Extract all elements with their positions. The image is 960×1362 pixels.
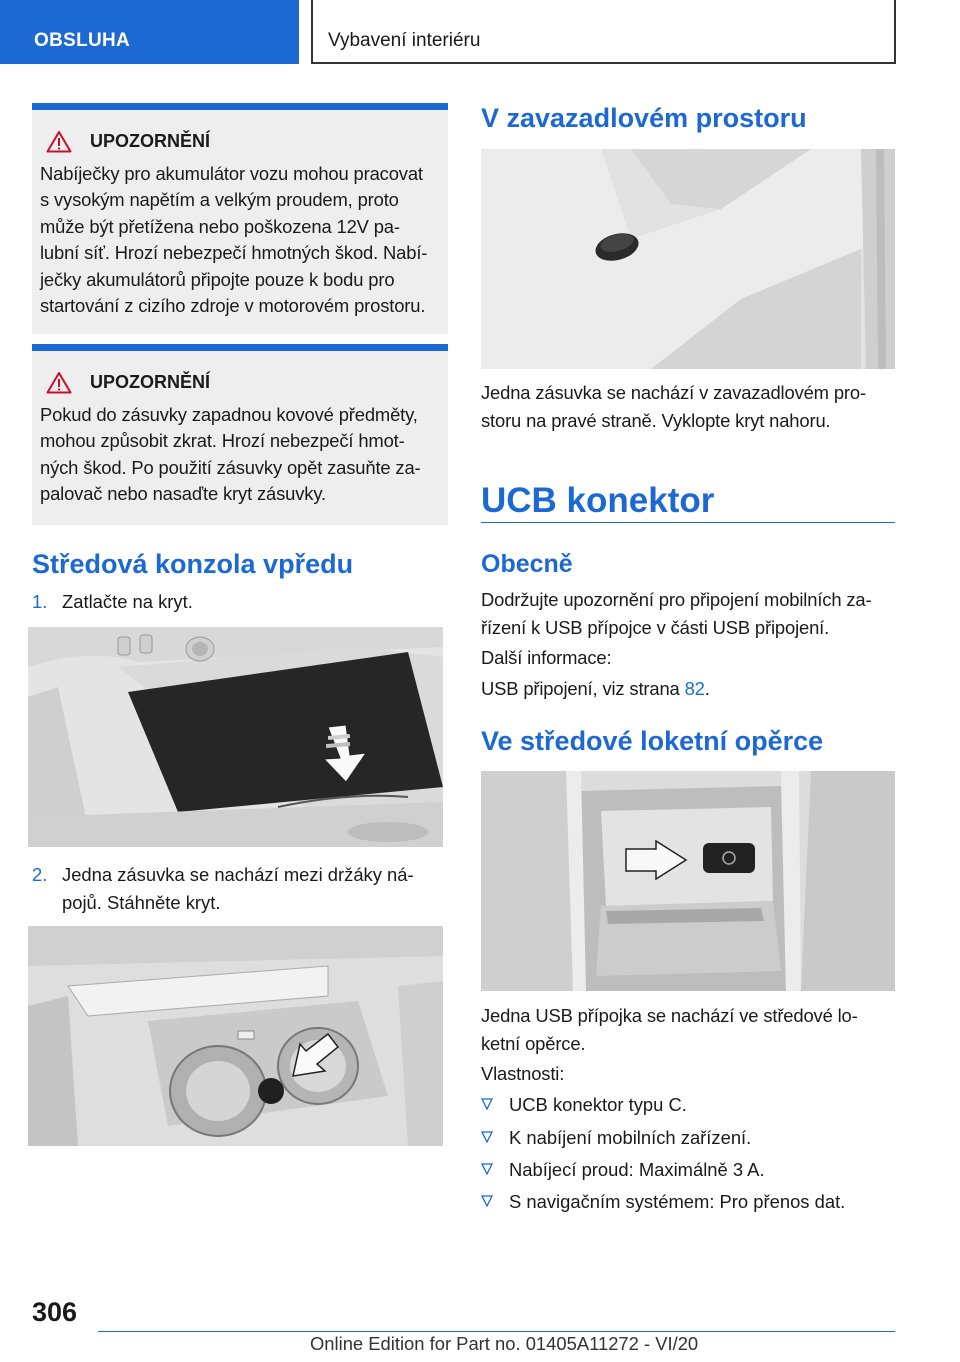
image-armrest-usb [481,771,895,991]
reference-text: USB připojení, viz strana [481,678,685,699]
section-title: UCB konektor [481,481,715,520]
step-number: 1. [32,591,48,612]
text-line: storu na pravé straně. Vyklopte kryt nahoru. [481,410,831,431]
text-line: palovač nebo nasaďte kryt zásuvky. [40,483,326,505]
footer-divider [98,1331,895,1332]
general-description [481,586,895,642]
usb-reference [481,675,710,703]
text-line: pojů. Stáhněte kryt. [62,892,221,913]
warning-text [40,161,440,319]
warning-header [46,371,440,394]
properties-label: Vlastnosti: [481,1063,565,1084]
text-line: Jedna zásuvka se nachází v zavazadlovém pro‐ [481,382,866,403]
heading-trunk: V zavazadlovém prostoru [481,103,807,133]
text-line: Jedna zásuvka se nachází mezi držáky ná‐ [62,864,414,885]
armrest-description [481,1002,895,1058]
step-text: Zatlačte na kryt. [62,591,193,612]
section-divider [481,522,895,523]
text-line: Jedna USB přípojka se nachází ve středové lo‐ [481,1005,858,1026]
warning-box [32,344,448,525]
footer-edition: Online Edition for Part no. 01405A11272 - VI/20 [310,1333,699,1354]
page-number: 306 [32,1297,78,1327]
text-line: startování z cizího zdroje v motorovém prostoru. [40,295,426,317]
trunk-description [481,379,895,435]
list-item-text: S navigačním systémem: Pro přenos dat. [509,1191,846,1212]
heading-armrest: Ve středové loketní opěrce [481,726,824,756]
text-line: s vysokým napětím a velkým proudem, proto [40,189,399,211]
chapter-tab [311,0,896,64]
warning-triangle-icon [46,130,72,153]
image-console-cover [28,627,443,847]
text-line: mohou způsobit zkrat. Hrozí nebezpečí hmot‐ [40,430,405,452]
text-line: ných škod. Po použití zásuvky opět zasuňte za‐ [40,456,421,478]
step-text [62,861,452,917]
text-line: lubní síť. Hrozí nebezpečí hmotných škod. Nabí‐ [40,242,428,264]
triangle-bullet-icon [481,1195,493,1207]
text-line: Dodržujte upozornění pro připojení mobilních za‐ [481,589,872,610]
text-line: ketní opěrce. [481,1033,586,1054]
warning-text [40,402,440,508]
text-line: Pokud do zásuvky zapadnou kovové předměty, [40,404,418,425]
image-trunk-socket [481,149,895,369]
section-title: OBSLUHA [34,30,131,51]
heading-front-console: Středová konzola vpředu [32,549,354,579]
list-item-text: K nabíjení mobilních zařízení. [509,1127,752,1148]
text-line: může být přetížena nebo poškozena 12V pa‐ [40,215,400,237]
warning-header [46,130,440,153]
text-line: ječky akumulátorů připojte pouze k bodu pro [40,268,395,290]
triangle-bullet-icon [481,1098,493,1110]
triangle-bullet-icon [481,1131,493,1143]
list-item-text: UCB konektor typu C. [509,1094,687,1115]
text-line: řízení k USB přípojce v části USB připojení. [481,617,830,638]
page-link[interactable]: 82 [684,678,705,699]
reference-suffix: . [704,678,710,699]
heading-general: Obecně [481,550,573,578]
warning-title: UPOZORNĚNÍ [90,372,211,392]
image-cupholder-socket [28,926,443,1146]
section-tab [0,0,299,64]
list-item-text: Nabíjecí proud: Maximálně 3 A. [509,1159,765,1180]
text-line: Nabíječky pro akumulátor vozu mohou pracovat [40,163,423,184]
triangle-bullet-icon [481,1163,493,1175]
step-number: 2. [32,864,48,885]
warning-triangle-icon [46,371,72,394]
warning-title: UPOZORNĚNÍ [90,131,211,151]
warning-box [32,103,448,334]
more-info-label: Další informace: [481,647,612,668]
chapter-title: Vybavení interiéru [328,30,481,51]
